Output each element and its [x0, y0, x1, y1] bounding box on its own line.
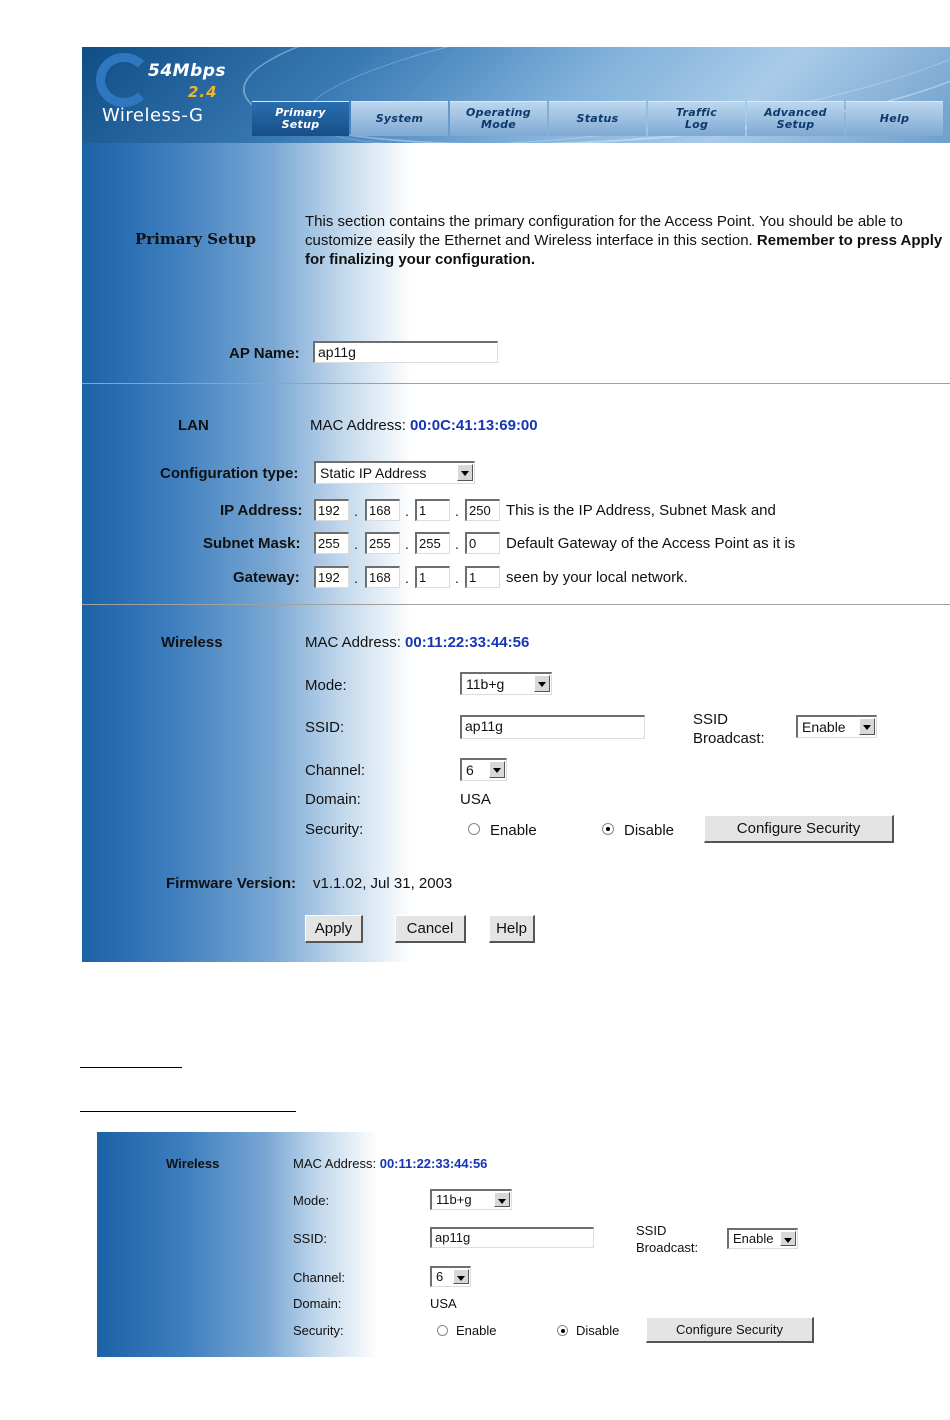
domain-value: USA — [460, 791, 491, 808]
tab-operating-mode[interactable]: Operating Mode — [450, 101, 547, 136]
underline-rule — [80, 1067, 182, 1068]
channel-label: Channel: — [293, 1270, 346, 1285]
ap-name-input[interactable]: ap11g — [313, 341, 498, 363]
security-label: Security: — [293, 1323, 344, 1338]
logo-brand: Wireless-G — [102, 105, 204, 126]
config-type-select[interactable]: Static IP Address — [314, 461, 475, 484]
wireless-mac-address: MAC Address: 00:11:22:33:44:56 — [293, 1156, 488, 1171]
security-enable-radio[interactable] — [437, 1325, 448, 1336]
domain-value: USA — [430, 1296, 457, 1311]
ap-name-label: AP Name: — [229, 345, 300, 362]
ip-octet-1[interactable]: 192 — [314, 499, 349, 521]
lan-note-line2: Default Gateway of the Access Point as it is — [506, 535, 796, 552]
security-label: Security: — [305, 821, 364, 838]
security-disable-label: Disable — [624, 822, 675, 839]
ssid-broadcast-label: SSID Broadcast: — [693, 711, 765, 747]
g-logo-icon — [96, 53, 152, 107]
help-button[interactable]: Help — [489, 915, 535, 943]
ip-address-label: IP Address: — [220, 502, 303, 519]
chevron-down-icon — [780, 1231, 796, 1246]
subnet-octet-2[interactable]: 255 — [365, 532, 400, 554]
chevron-down-icon — [494, 1192, 510, 1207]
ip-octet-3[interactable]: 1 — [415, 499, 450, 521]
wireless-title: Wireless — [161, 634, 223, 651]
wireless-mac-address: MAC Address: 00:11:22:33:44:56 — [305, 634, 530, 651]
config-type-label: Configuration type: — [160, 465, 299, 482]
gateway-octet-2[interactable]: 168 — [365, 566, 400, 588]
firmware-label: Firmware Version: — [166, 875, 297, 892]
wireless-title: Wireless — [166, 1156, 220, 1171]
configure-security-button[interactable]: Configure Security — [704, 815, 894, 843]
channel-select[interactable]: 6 — [430, 1266, 471, 1287]
mode-select[interactable]: 11b+g — [430, 1189, 512, 1210]
ip-octet-4[interactable]: 250 — [465, 499, 500, 521]
chevron-down-icon — [534, 675, 550, 692]
cancel-button[interactable]: Cancel — [395, 915, 466, 943]
underline-rule — [80, 1111, 296, 1112]
chevron-down-icon — [489, 761, 505, 778]
domain-label: Domain: — [305, 791, 361, 808]
gateway-octet-1[interactable]: 192 — [314, 566, 349, 588]
ssid-input[interactable]: ap11g — [430, 1227, 594, 1248]
gateway-label: Gateway: — [233, 569, 300, 586]
tab-advanced-setup[interactable]: Advanced Setup — [747, 101, 844, 136]
ssid-label: SSID: — [305, 719, 345, 736]
subnet-octet-1[interactable]: 255 — [314, 532, 349, 554]
security-enable-radio[interactable] — [468, 823, 480, 835]
security-disable-radio[interactable] — [557, 1325, 568, 1336]
tab-traffic-log[interactable]: Traffic Log — [648, 101, 745, 136]
domain-label: Domain: — [293, 1296, 342, 1311]
security-enable-label: Enable — [490, 822, 537, 839]
mode-select[interactable]: 11b+g — [460, 672, 552, 695]
ssid-broadcast-select[interactable]: Enable — [727, 1228, 798, 1249]
ssid-broadcast-select[interactable]: Enable — [796, 715, 877, 738]
mode-label: Mode: — [293, 1193, 330, 1208]
security-disable-radio[interactable] — [602, 823, 614, 835]
lan-title: LAN — [178, 417, 209, 434]
lan-note-line1: This is the IP Address, Subnet Mask and — [506, 502, 776, 519]
ssid-broadcast-label: SSID Broadcast: — [636, 1223, 699, 1255]
security-disable-label: Disable — [576, 1323, 620, 1338]
security-enable-label: Enable — [456, 1323, 497, 1338]
configure-security-button[interactable]: Configure Security — [646, 1317, 814, 1343]
channel-label: Channel: — [305, 762, 366, 779]
tab-system[interactable]: System — [351, 101, 448, 136]
ip-octet-2[interactable]: 168 — [365, 499, 400, 521]
apply-button[interactable]: Apply — [305, 915, 363, 943]
wireless-panel — [82, 605, 950, 962]
ssid-label: SSID: — [293, 1231, 327, 1246]
tab-status[interactable]: Status — [549, 101, 646, 136]
header-banner — [82, 47, 950, 143]
chevron-down-icon — [453, 1269, 469, 1284]
lan-mac-address: MAC Address: 00:0C:41:13:69:00 — [310, 417, 538, 434]
lan-note-line3: seen by your local network. — [506, 569, 688, 586]
firmware-value: v1.1.02, Jul 31, 2003 — [313, 875, 453, 892]
gateway-octet-3[interactable]: 1 — [415, 566, 450, 588]
section-description: This section contains the primary configuration for the Access Point. You should be able to customize easily the Ethernet and Wireless interface in this section. Remember to press Apply for finalizing your configuration. — [305, 213, 943, 268]
logo-speed: 54Mbps — [148, 61, 227, 81]
mode-label: Mode: — [305, 677, 347, 694]
ssid-input[interactable]: ap11g — [460, 715, 645, 739]
chevron-down-icon — [859, 718, 875, 735]
section-title: Primary Setup — [135, 230, 257, 248]
subnet-mask-label: Subnet Mask: — [203, 535, 301, 552]
tab-primary-setup[interactable]: Primary Setup — [252, 101, 349, 136]
tab-help[interactable]: Help — [846, 101, 943, 136]
main-nav-tabs — [252, 101, 945, 136]
logo-band: 2.4 — [188, 83, 218, 101]
chevron-down-icon — [457, 464, 473, 481]
gateway-octet-4[interactable]: 1 — [465, 566, 500, 588]
subnet-octet-4[interactable]: 0 — [465, 532, 500, 554]
channel-select[interactable]: 6 — [460, 758, 507, 781]
subnet-octet-3[interactable]: 255 — [415, 532, 450, 554]
